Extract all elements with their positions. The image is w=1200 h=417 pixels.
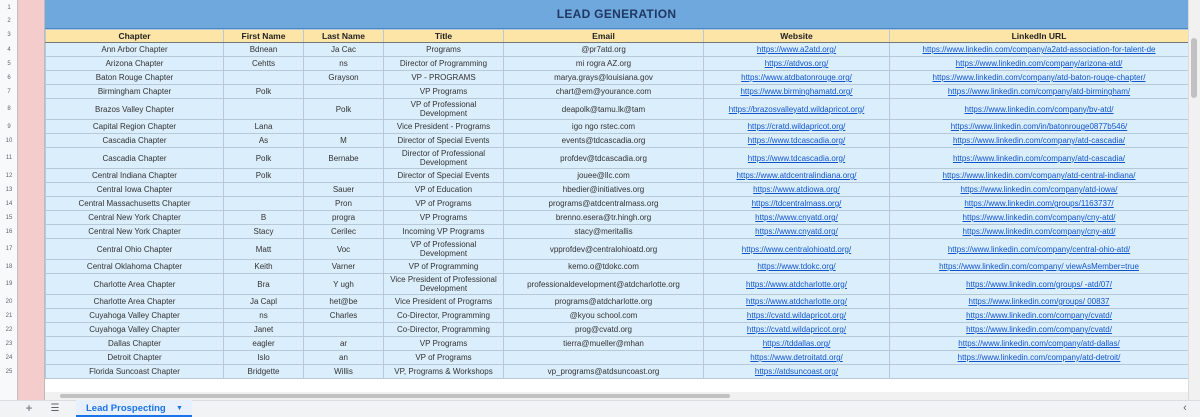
row-number[interactable]: 11 <box>5 154 13 161</box>
cell-email[interactable]: @pr7atd.org <box>504 43 704 57</box>
cell-last-name[interactable]: Bernabe <box>304 148 384 169</box>
cell-first-name[interactable]: Islo <box>224 351 304 365</box>
row-number[interactable]: 17 <box>5 245 13 252</box>
cell-first-name[interactable]: Stacy <box>224 225 304 239</box>
cell-first-name[interactable]: Matt <box>224 239 304 260</box>
cell-email[interactable]: programs@atdcentralmass.org <box>504 197 704 211</box>
cell-chapter[interactable]: Cuyahoga Valley Chapter <box>46 309 224 323</box>
row-number[interactable]: 6 <box>7 74 11 81</box>
cell-title[interactable]: Director of Programming <box>384 57 504 71</box>
table-row[interactable] <box>46 85 1189 99</box>
row-number[interactable]: 5 <box>7 60 11 67</box>
cell-last-name[interactable]: ar <box>304 337 384 351</box>
row-number[interactable]: 7 <box>7 88 11 95</box>
row-number[interactable]: 2 <box>7 18 11 24</box>
plus-icon[interactable]: + <box>25 401 33 415</box>
row-number[interactable]: 9 <box>7 123 11 130</box>
table-row[interactable] <box>46 148 1189 169</box>
table-row[interactable] <box>46 260 1189 274</box>
cell-email[interactable]: profdev@tdcascadia.org <box>504 148 704 169</box>
horizontal-scroll-thumb[interactable] <box>60 394 730 398</box>
cell-website[interactable]: https://www.atdcharlotte.org/ <box>704 274 890 295</box>
cell-website[interactable]: https://www.cnyatd.org/ <box>704 211 890 225</box>
cell-last-name[interactable] <box>304 85 384 99</box>
cell-linkedin[interactable]: https://www.linkedin.com/company/atd-iowa/ <box>890 183 1189 197</box>
cell-chapter[interactable]: Detroit Chapter <box>46 351 224 365</box>
cell-title[interactable]: VP of Education <box>384 183 504 197</box>
cell-linkedin[interactable]: https://www.linkedin.com/company/atd-cascadia/ <box>890 134 1189 148</box>
cell-linkedin[interactable]: https://www.linkedin.com/company/central-ohio-atd/ <box>890 239 1189 260</box>
cell-title[interactable]: Director of Special Events <box>384 169 504 183</box>
cell-website[interactable]: https://www.atdiowa.org/ <box>704 183 890 197</box>
cell-email[interactable]: programs@atdcharlotte.org <box>504 295 704 309</box>
cell-title[interactable]: Director of Professional Development <box>384 148 504 169</box>
table-row[interactable] <box>46 365 1189 379</box>
cell-email[interactable] <box>504 351 704 365</box>
cell-chapter[interactable]: Central Indiana Chapter <box>46 169 224 183</box>
cell-first-name[interactable]: Janet <box>224 323 304 337</box>
cell-last-name[interactable]: ns <box>304 57 384 71</box>
cell-title[interactable]: Director of Special Events <box>384 134 504 148</box>
cell-title[interactable]: Vice President of Professional Development <box>384 274 504 295</box>
cell-last-name[interactable]: M <box>304 134 384 148</box>
cell-email[interactable]: stacy@meritallis <box>504 225 704 239</box>
cell-linkedin[interactable]: https://www.linkedin.com/company/atd-cascadia/ <box>890 148 1189 169</box>
cell-chapter[interactable]: Central Massachusetts Chapter <box>46 197 224 211</box>
cell-chapter[interactable]: Charlotte Area Chapter <box>46 274 224 295</box>
cell-linkedin[interactable]: https://www.linkedin.com/company/atd-detroit/ <box>890 351 1189 365</box>
cell-title[interactable]: VP Programs <box>384 85 504 99</box>
cell-linkedin[interactable]: https://www.linkedin.com/groups/ 00837 <box>890 295 1189 309</box>
row-number[interactable]: 4 <box>7 46 11 53</box>
cell-title[interactable]: VP of Programming <box>384 260 504 274</box>
cell-website[interactable]: https://brazosvalleyatd.wildapricot.org/ <box>704 99 890 120</box>
cell-last-name[interactable]: Varner <box>304 260 384 274</box>
table-row[interactable] <box>46 239 1189 260</box>
row-number[interactable]: 8 <box>7 105 11 112</box>
cell-email[interactable]: jouee@llc.com <box>504 169 704 183</box>
cell-email[interactable]: hbedier@initiatives.org <box>504 183 704 197</box>
cell-website[interactable]: https://www.tdcascadia.org/ <box>704 134 890 148</box>
cell-first-name[interactable] <box>224 71 304 85</box>
cell-title[interactable]: VP Programs <box>384 211 504 225</box>
cell-email[interactable]: professionaldevelopment@atdcharlotte.org <box>504 274 704 295</box>
cell-website[interactable]: https://www.birminghamatd.org/ <box>704 85 890 99</box>
vertical-scroll-thumb[interactable] <box>1191 38 1197 98</box>
table-row[interactable] <box>46 225 1189 239</box>
cell-title[interactable]: VP - PROGRAMS <box>384 71 504 85</box>
cell-chapter[interactable]: Capital Region Chapter <box>46 120 224 134</box>
row-number[interactable]: 18 <box>5 263 13 270</box>
cell-email[interactable]: mi rogra AZ.org <box>504 57 704 71</box>
cell-last-name[interactable]: an <box>304 351 384 365</box>
cell-first-name[interactable]: Bridgette <box>224 365 304 379</box>
sheet-title: LEAD GENERATION <box>556 7 677 21</box>
cell-last-name[interactable]: Charles <box>304 309 384 323</box>
cell-title[interactable]: Co-Director, Programming <box>384 309 504 323</box>
cell-website[interactable]: https://tddallas.org/ <box>704 337 890 351</box>
cell-email[interactable]: tierra@mueller@mhan <box>504 337 704 351</box>
sheet-tab-label[interactable]: Lead Prospecting <box>86 403 166 414</box>
cell-linkedin[interactable]: https://www.linkedin.com/company/ viewAsMember=true <box>890 260 1189 274</box>
header-email[interactable]: Email <box>504 30 704 43</box>
cell-website[interactable]: https://www.atdbatonrouge.org/ <box>704 71 890 85</box>
cell-website[interactable]: https://www.atdcharlotte.org/ <box>704 295 890 309</box>
table-row[interactable] <box>46 274 1189 295</box>
cell-title[interactable]: Vice President of Programs <box>384 295 504 309</box>
cell-last-name[interactable] <box>304 120 384 134</box>
cell-website[interactable]: https://www.tdokc.org/ <box>704 260 890 274</box>
cell-email[interactable]: prog@cvatd.org <box>504 323 704 337</box>
row-number[interactable]: 22 <box>5 326 13 333</box>
cell-first-name[interactable] <box>224 99 304 120</box>
cell-first-name[interactable]: B <box>224 211 304 225</box>
cell-last-name[interactable] <box>304 169 384 183</box>
cell-last-name[interactable]: Polk <box>304 99 384 120</box>
cell-linkedin[interactable]: https://www.linkedin.com/company/atd-dallas/ <box>890 337 1189 351</box>
cell-linkedin[interactable] <box>890 365 1189 379</box>
table-row[interactable] <box>46 169 1189 183</box>
cell-chapter[interactable]: Central Ohio Chapter <box>46 239 224 260</box>
table-row[interactable] <box>46 43 1189 57</box>
cell-last-name[interactable]: Willis <box>304 365 384 379</box>
cell-linkedin[interactable]: https://www.linkedin.com/company/arizona-atd/ <box>890 57 1189 71</box>
cell-last-name[interactable]: Pron <box>304 197 384 211</box>
cell-chapter[interactable]: Central Iowa Chapter <box>46 183 224 197</box>
cell-first-name[interactable]: Ja Capl <box>224 295 304 309</box>
cell-chapter[interactable]: Central New York Chapter <box>46 225 224 239</box>
cell-first-name[interactable]: Bdnean <box>224 43 304 57</box>
cell-email[interactable]: chart@em@yourance.com <box>504 85 704 99</box>
table-row[interactable] <box>46 197 1189 211</box>
cell-first-name[interactable] <box>224 183 304 197</box>
cell-linkedin[interactable]: https://www.linkedin.com/company/a2atd-association-for-talent-de <box>890 43 1189 57</box>
cell-first-name[interactable]: Lana <box>224 120 304 134</box>
cell-chapter[interactable]: Florida Suncoast Chapter <box>46 365 224 379</box>
table-row[interactable] <box>46 295 1189 309</box>
cell-last-name[interactable]: Voc <box>304 239 384 260</box>
cell-title[interactable]: Incoming VP Programs <box>384 225 504 239</box>
cell-chapter[interactable]: Ann Arbor Chapter <box>46 43 224 57</box>
cell-website[interactable]: https://cvatd.wildapricot.org/ <box>704 309 890 323</box>
cell-chapter[interactable]: Cascadia Chapter <box>46 148 224 169</box>
cell-title[interactable]: VP of Programs <box>384 351 504 365</box>
cell-first-name[interactable]: Bra <box>224 274 304 295</box>
cell-chapter[interactable]: Baton Rouge Chapter <box>46 71 224 85</box>
cell-website[interactable]: https://www.a2atd.org/ <box>704 43 890 57</box>
table-row[interactable] <box>46 99 1189 120</box>
header-first-name[interactable]: First Name <box>224 30 304 43</box>
cell-website[interactable]: https://www.centralohioatd.org/ <box>704 239 890 260</box>
cell-title[interactable]: Vice President - Programs <box>384 120 504 134</box>
cell-linkedin[interactable]: https://www.linkedin.com/groups/1163737/ <box>890 197 1189 211</box>
cell-first-name[interactable]: Keith <box>224 260 304 274</box>
table-row[interactable] <box>46 71 1189 85</box>
cell-title[interactable]: Programs <box>384 43 504 57</box>
table-row[interactable] <box>46 134 1189 148</box>
cell-linkedin[interactable]: https://www.linkedin.com/company/bv-atd/ <box>890 99 1189 120</box>
table-row[interactable] <box>46 323 1189 337</box>
cell-website[interactable]: https://atdsuncoast.org/ <box>704 365 890 379</box>
table-row[interactable] <box>46 337 1189 351</box>
cell-website[interactable]: https://atdvos.org/ <box>704 57 890 71</box>
header-title[interactable]: Title <box>384 30 504 43</box>
row-number[interactable]: 16 <box>5 228 13 235</box>
table-row[interactable] <box>46 309 1189 323</box>
cell-website[interactable]: https://www.tdcascadia.org/ <box>704 148 890 169</box>
cell-last-name[interactable]: Cerilec <box>304 225 384 239</box>
cell-first-name[interactable] <box>224 197 304 211</box>
cell-website[interactable]: https://cratd.wildapricot.org/ <box>704 120 890 134</box>
table-row[interactable] <box>46 351 1189 365</box>
cell-title[interactable]: VP of Professional Development <box>384 239 504 260</box>
cell-first-name[interactable]: Cehtts <box>224 57 304 71</box>
row-number[interactable]: 3 <box>7 32 11 38</box>
menu-icon[interactable]: ☰ <box>50 403 60 414</box>
cell-last-name[interactable]: het@be <box>304 295 384 309</box>
row-number[interactable]: 14 <box>5 200 13 207</box>
cell-title[interactable]: VP of Programs <box>384 197 504 211</box>
cell-linkedin[interactable]: https://www.linkedin.com/company/cny-atd/ <box>890 225 1189 239</box>
row-number[interactable]: 12 <box>5 172 13 179</box>
cell-first-name[interactable]: Polk <box>224 169 304 183</box>
cell-first-name[interactable]: eagler <box>224 337 304 351</box>
cell-linkedin[interactable]: https://www.linkedin.com/company/atd-baton-rouge-chapter/ <box>890 71 1189 85</box>
cell-last-name[interactable]: Ja Cac <box>304 43 384 57</box>
row-number[interactable]: 15 <box>5 214 13 221</box>
cell-email[interactable]: kemo.o@tdokc.com <box>504 260 704 274</box>
cell-linkedin[interactable]: https://www.linkedin.com/company/cny-atd/ <box>890 211 1189 225</box>
cell-title[interactable]: VP Programs <box>384 337 504 351</box>
cell-chapter[interactable]: Arizona Chapter <box>46 57 224 71</box>
cell-email[interactable]: @kyou school.com <box>504 309 704 323</box>
header-chapter[interactable]: Chapter <box>46 30 224 43</box>
header-last-name[interactable]: Last Name <box>304 30 384 43</box>
cell-website[interactable]: https://www.atdcentralindiana.org/ <box>704 169 890 183</box>
cell-email[interactable]: brenno.esera@tr.hingh.org <box>504 211 704 225</box>
row-number[interactable]: 19 <box>5 280 13 287</box>
cell-chapter[interactable]: Charlotte Area Chapter <box>46 295 224 309</box>
row-number[interactable]: 21 <box>5 312 13 319</box>
cell-email[interactable]: vp_programs@atdsuncoast.org <box>504 365 704 379</box>
caret-down-icon[interactable]: ▼ <box>176 405 183 412</box>
cell-last-name[interactable]: progra <box>304 211 384 225</box>
spreadsheet-grid[interactable] <box>45 0 1188 400</box>
cell-linkedin[interactable]: https://www.linkedin.com/company/cvatd/ <box>890 323 1189 337</box>
table-row[interactable] <box>46 211 1189 225</box>
cell-chapter[interactable]: Cascadia Chapter <box>46 134 224 148</box>
cell-title[interactable]: VP of Professional Development <box>384 99 504 120</box>
row-number[interactable]: 1 <box>7 5 11 11</box>
cell-first-name[interactable]: ns <box>224 309 304 323</box>
cell-email[interactable]: vpprofdev@centralohioatd.org <box>504 239 704 260</box>
cell-linkedin[interactable]: https://www.linkedin.com/in/batonrouge0877b546/ <box>890 120 1189 134</box>
cell-last-name[interactable]: Y ugh <box>304 274 384 295</box>
cell-first-name[interactable]: Polk <box>224 148 304 169</box>
row-number[interactable]: 10 <box>5 137 13 144</box>
header-row <box>46 30 1189 43</box>
row-number[interactable]: 23 <box>5 340 13 347</box>
cell-title[interactable]: Co-Director, Programming <box>384 323 504 337</box>
cell-email[interactable]: marya.grays@louisiana.gov <box>504 71 704 85</box>
cell-email[interactable]: igo ngo rstec.com <box>504 120 704 134</box>
cell-first-name[interactable]: Polk <box>224 85 304 99</box>
row-number[interactable]: 24 <box>5 354 13 361</box>
table-row[interactable] <box>46 120 1189 134</box>
cell-website[interactable]: https://tdcentralmass.org/ <box>704 197 890 211</box>
cell-website[interactable]: https://www.cnyatd.org/ <box>704 225 890 239</box>
cell-linkedin[interactable]: https://www.linkedin.com/company/atd-central-indiana/ <box>890 169 1189 183</box>
cell-last-name[interactable]: Grayson <box>304 71 384 85</box>
cell-chapter[interactable]: Cuyahoga Valley Chapter <box>46 323 224 337</box>
cell-chapter[interactable]: Brazos Valley Chapter <box>46 99 224 120</box>
cell-linkedin[interactable]: https://www.linkedin.com/company/atd-birmingham/ <box>890 85 1189 99</box>
cell-chapter[interactable]: Birmingham Chapter <box>46 85 224 99</box>
cell-email[interactable]: events@tdcascadia.org <box>504 134 704 148</box>
header-website[interactable]: Website <box>704 30 890 43</box>
table-row[interactable] <box>46 183 1189 197</box>
row-number[interactable]: 20 <box>5 298 13 305</box>
row-number[interactable]: 13 <box>5 186 13 193</box>
row-number[interactable]: 25 <box>5 368 13 375</box>
table-row[interactable] <box>46 57 1189 71</box>
cell-website[interactable]: https://cvatd.wildapricot.org/ <box>704 323 890 337</box>
frozen-column-a[interactable] <box>18 0 45 400</box>
header-linkedin[interactable]: LinkedIn URL <box>890 30 1189 43</box>
cell-chapter[interactable]: Dallas Chapter <box>46 337 224 351</box>
cell-linkedin[interactable]: https://www.linkedin.com/groups/ -atd/07/ <box>890 274 1189 295</box>
cell-last-name[interactable]: Sauer <box>304 183 384 197</box>
cell-last-name[interactable] <box>304 323 384 337</box>
cell-website[interactable]: https://www.detroitatd.org/ <box>704 351 890 365</box>
cell-first-name[interactable]: As <box>224 134 304 148</box>
cell-chapter[interactable]: Central Oklahoma Chapter <box>46 260 224 274</box>
cell-title[interactable]: VP, Programs & Workshops <box>384 365 504 379</box>
cell-email[interactable]: deapolk@tamu.lk@tam <box>504 99 704 120</box>
cell-linkedin[interactable]: https://www.linkedin.com/company/cvatd/ <box>890 309 1189 323</box>
chevron-left-icon[interactable]: ‹ <box>1183 402 1187 414</box>
cell-chapter[interactable]: Central New York Chapter <box>46 211 224 225</box>
lead-table[interactable] <box>45 29 1188 379</box>
